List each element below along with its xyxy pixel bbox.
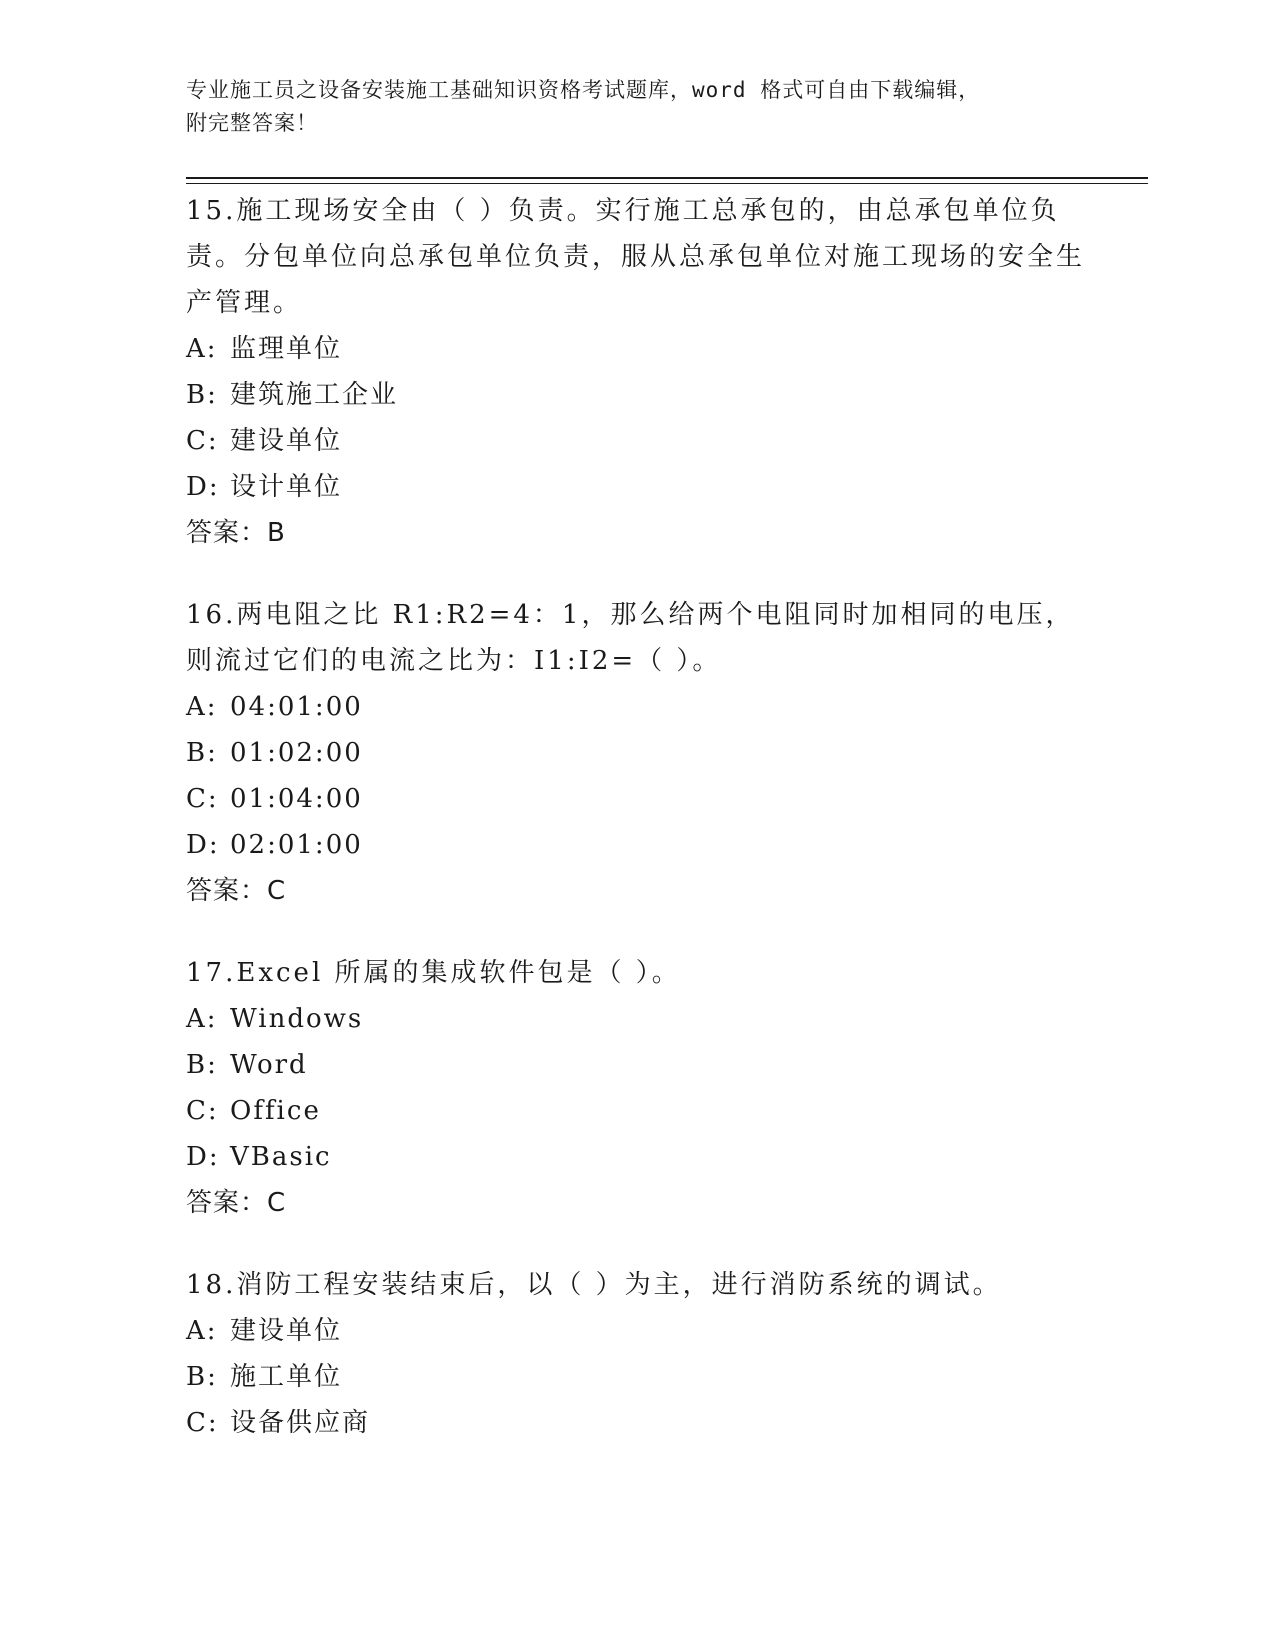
option-d xyxy=(186,1134,1086,1180)
option-c xyxy=(186,418,1086,464)
option-text: 04:01:00 xyxy=(230,692,363,722)
header-divider-thin xyxy=(186,183,1148,184)
answer-line: 答案：B xyxy=(186,518,286,548)
question-stem: 15.施工现场安全由（ ）负责。实行施工总承包的，由总承包单位负责。分包单位向总承包单位负责，服从总承包单位对施工现场的安全生产管理。 xyxy=(186,196,1086,318)
option-letter: C: xyxy=(186,1096,219,1126)
answer-line: 答案：C xyxy=(186,1188,287,1218)
option-b xyxy=(186,1354,1086,1400)
option-letter: A: xyxy=(186,334,218,364)
option-text: 01:02:00 xyxy=(230,738,363,768)
question-list xyxy=(186,188,1086,1482)
option-b xyxy=(186,1042,1086,1088)
option-text: Windows xyxy=(230,1004,364,1034)
option-text: Office xyxy=(230,1096,321,1126)
option-text: 施工单位 xyxy=(230,1362,343,1392)
option-text: 01:04:00 xyxy=(230,784,363,814)
option-text: 建设单位 xyxy=(230,1316,343,1346)
option-text: 建筑施工企业 xyxy=(230,380,399,410)
option-letter: C: xyxy=(186,1408,219,1438)
option-letter: A: xyxy=(186,1316,218,1346)
header-line-2: 附完整答案！ xyxy=(186,111,318,135)
option-b xyxy=(186,372,1086,418)
option-text: 设备供应商 xyxy=(230,1408,371,1438)
option-a xyxy=(186,1308,1086,1354)
option-c xyxy=(186,1088,1086,1134)
option-letter: B: xyxy=(186,1362,218,1392)
option-c xyxy=(186,1400,1086,1446)
option-text: 02:01:00 xyxy=(230,830,363,860)
question-16 xyxy=(186,592,1086,914)
question-stem: 18.消防工程安装结束后，以（ ）为主，进行消防系统的调试。 xyxy=(186,1270,1002,1300)
option-letter: A: xyxy=(186,1004,218,1034)
option-letter: B: xyxy=(186,738,218,768)
option-text: Word xyxy=(230,1050,308,1080)
option-a xyxy=(186,684,1086,730)
option-a xyxy=(186,326,1086,372)
header-divider xyxy=(186,177,1148,179)
option-letter: D: xyxy=(186,1142,220,1172)
option-text: VBasic xyxy=(230,1142,332,1172)
option-letter: D: xyxy=(186,472,220,502)
option-letter: B: xyxy=(186,1050,218,1080)
header-line-1: 专业施工员之设备安装施工基础知识资格考试题库，word 格式可自由下载编辑， xyxy=(186,78,981,102)
answer-line: 答案：C xyxy=(186,876,287,906)
question-18 xyxy=(186,1262,1086,1446)
document-header xyxy=(186,74,1066,140)
option-text: 设计单位 xyxy=(230,472,343,502)
option-text: 建设单位 xyxy=(230,426,343,456)
option-text: 监理单位 xyxy=(230,334,343,364)
option-letter: B: xyxy=(186,380,218,410)
option-d xyxy=(186,822,1086,868)
option-letter: C: xyxy=(186,784,219,814)
question-17 xyxy=(186,950,1086,1226)
option-c xyxy=(186,776,1086,822)
option-letter: A: xyxy=(186,692,218,722)
option-d xyxy=(186,464,1086,510)
question-stem: 16.两电阻之比 R1:R2=4：1，那么给两个电阻同时加相同的电压，则流过它们的电流之比为：I1:I2=（ ）。 xyxy=(186,600,1075,676)
question-stem: 17.Excel 所属的集成软件包是（ ）。 xyxy=(186,958,681,988)
option-letter: D: xyxy=(186,830,220,860)
question-15 xyxy=(186,188,1086,556)
option-b xyxy=(186,730,1086,776)
option-a xyxy=(186,996,1086,1042)
option-letter: C: xyxy=(186,426,219,456)
